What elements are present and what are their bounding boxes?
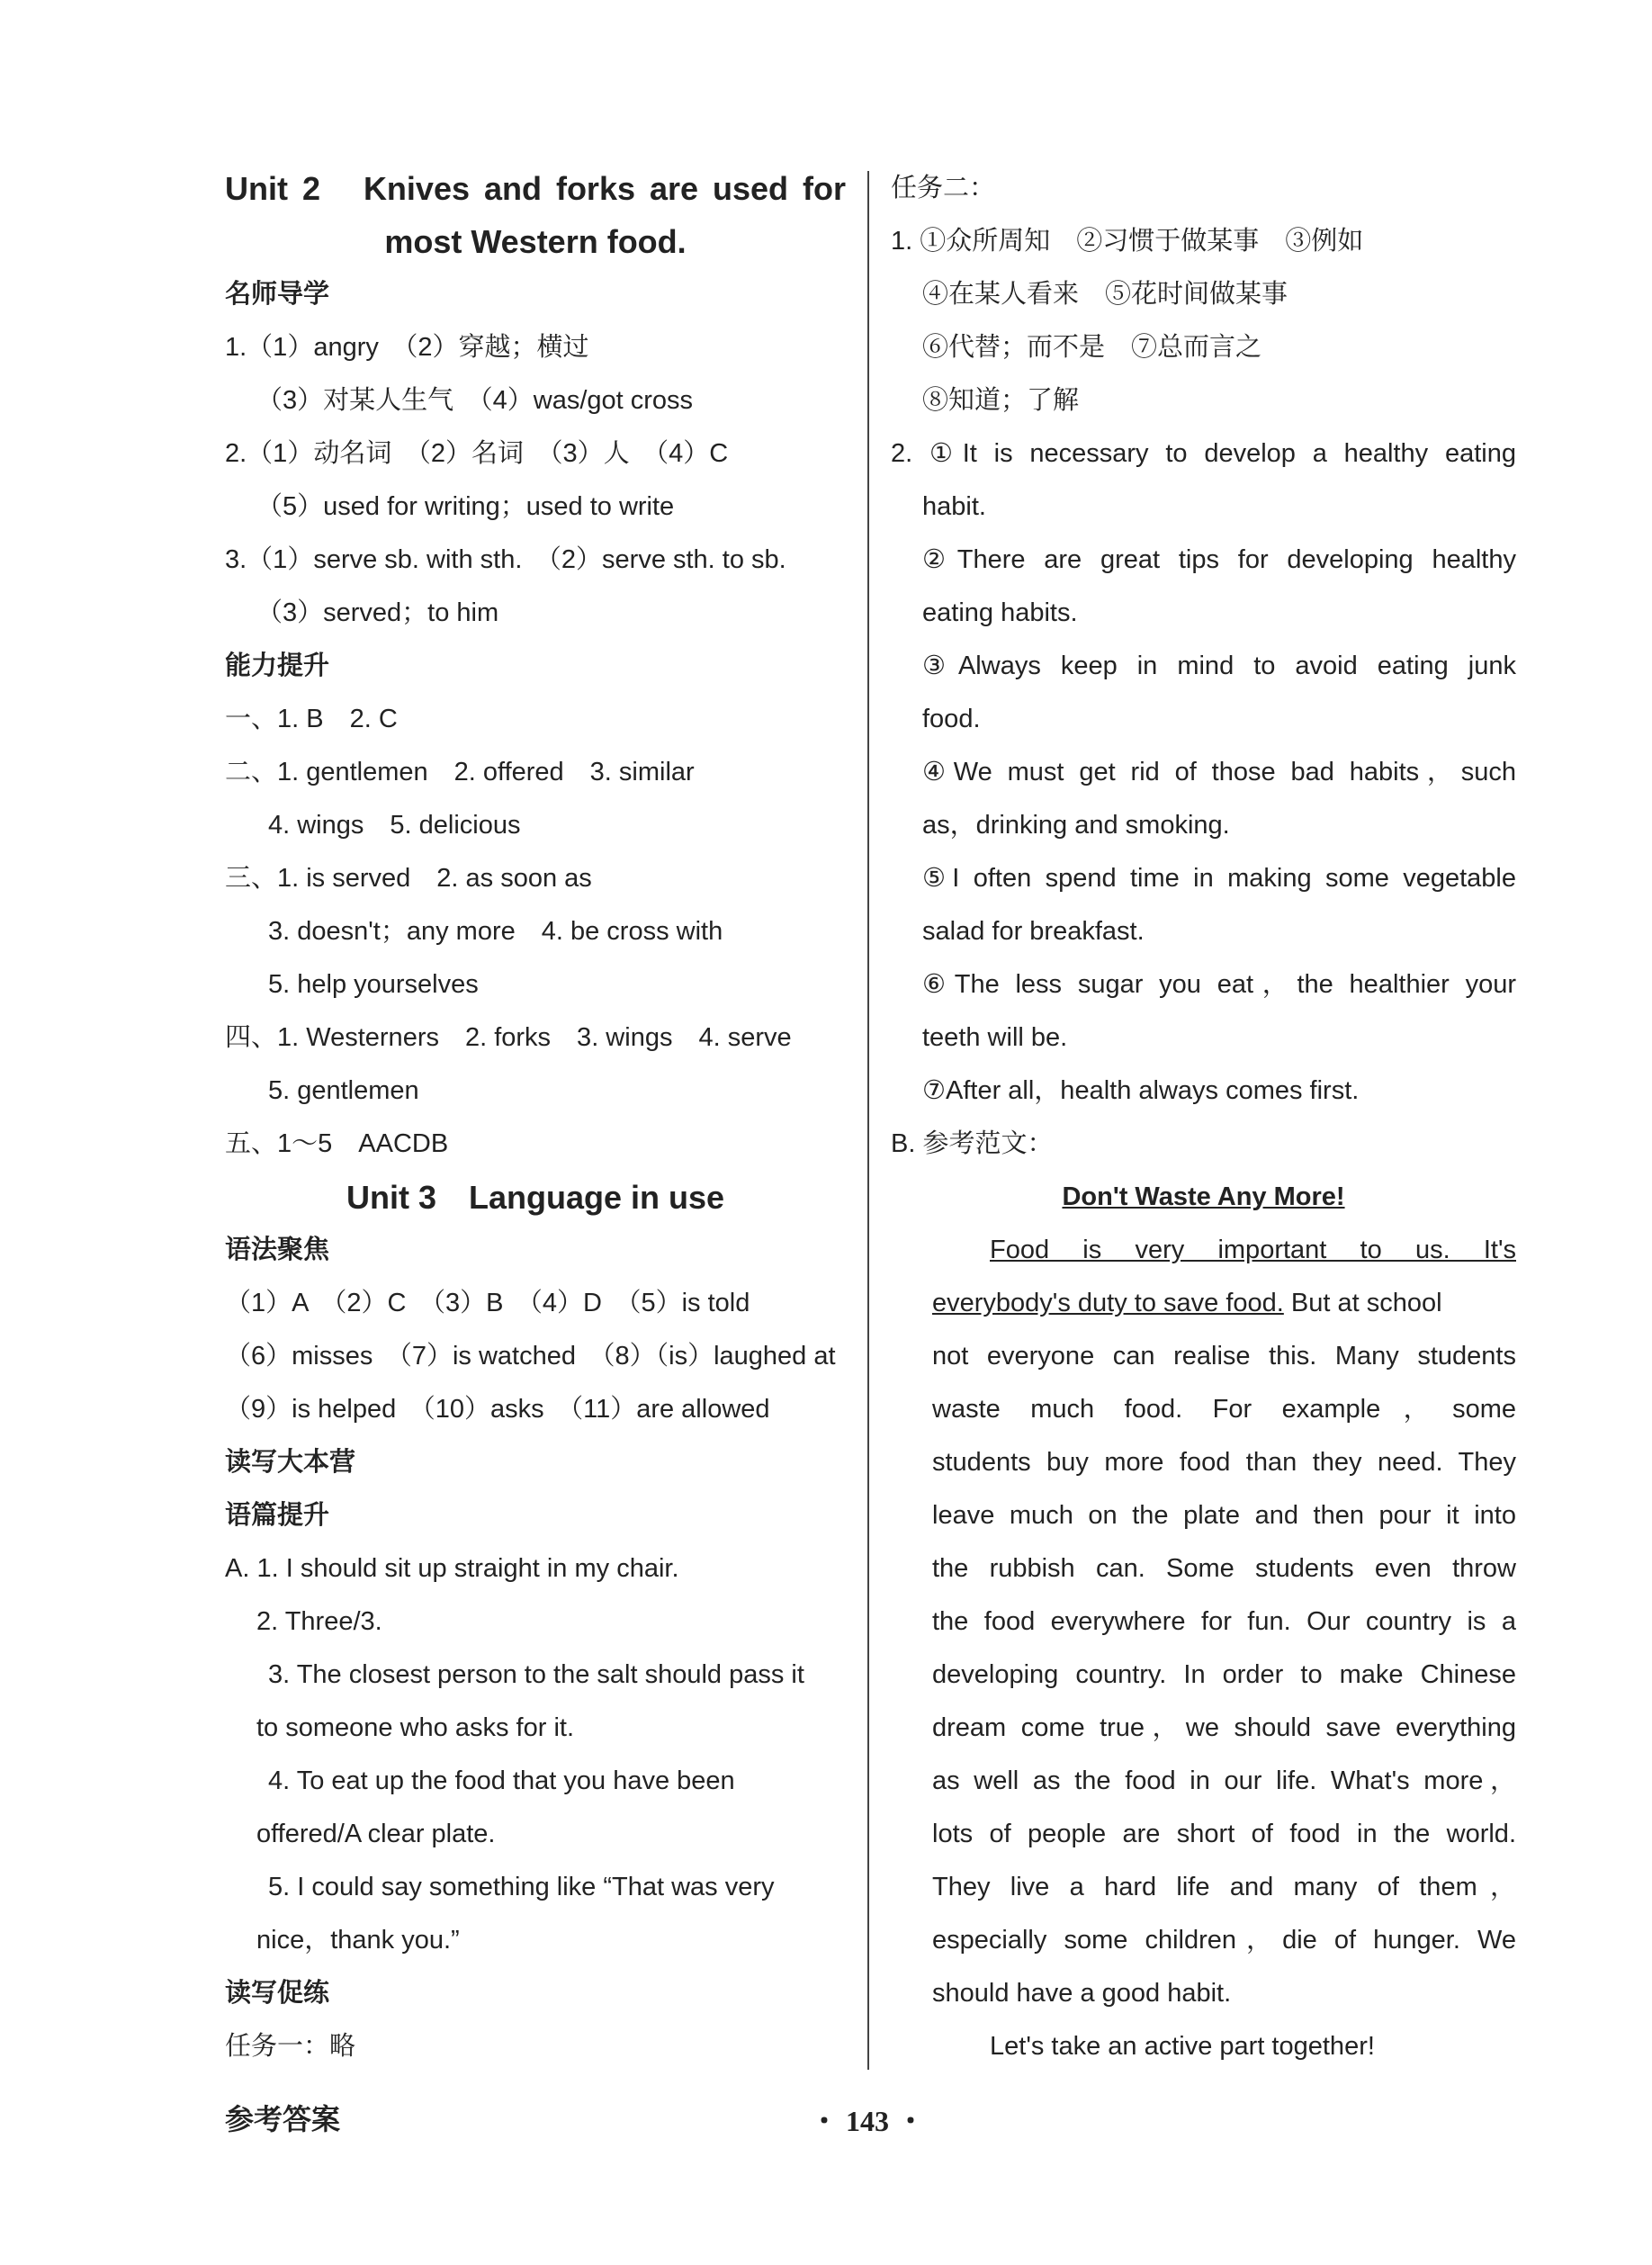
right-line-17: ⑦After all，health always comes first. [922, 1076, 1360, 1105]
left-line-28: 3. The closest person to the salt should pass it [268, 1660, 804, 1689]
right-line-9: ③Always keep in mind to avoid eating junk [922, 652, 1516, 680]
left-line-3: 1.（1）angry （2）穿越；横过 [225, 333, 589, 362]
right-line-36: Let's take an active part together! [990, 2032, 1375, 2061]
right-line-20: Food is very important to us. It's [990, 1236, 1516, 1264]
right-line-25: students buy more food than they need. They [932, 1448, 1516, 1477]
left-line-6: （5）used for writing；used to write [256, 492, 675, 521]
right-line-31: as well as the food in our life. What's more， [932, 1766, 1516, 1795]
left-line-1: most Western food. [384, 223, 687, 260]
left-line-10: 一、1. B 2. C [225, 705, 398, 733]
right-line-15: ⑥The less sugar you eat，the healthier your [922, 970, 1516, 999]
right-line-27: the rubbish can. Some students even throw [932, 1554, 1516, 1583]
right-line-29: developing country. In order to make Chinese [932, 1660, 1516, 1689]
right-line-2: ④在某人看来 ⑤花时间做某事 [922, 280, 1288, 309]
left-line-19: Unit 3 Language in use [346, 1179, 725, 1216]
left-line-26: A. 1. I should sit up straight in my chair. [225, 1554, 679, 1583]
right-line-4: ⑧知道；了解 [922, 386, 1080, 415]
right-line-10: food. [922, 705, 981, 733]
right-line-3: ⑥代替；而不是 ⑦总而言之 [922, 333, 1262, 362]
right-line-35: should have a good habit. [932, 1979, 1232, 2008]
right-line-12: as，drinking and smoking. [922, 811, 1230, 840]
left-line-8: （3）served；to him [256, 598, 499, 627]
left-line-27: 2. Three/3. [256, 1607, 382, 1636]
right-line-26: leave much on the plate and then pour it into [932, 1501, 1516, 1530]
right-line-7: ②There are great tips for developing healthy [922, 545, 1516, 574]
left-line-0: Unit 2 Knives and forks are used for [225, 170, 846, 207]
left-line-31: offered/A clear plate. [256, 1820, 496, 1848]
left-line-12: 4. wings 5. delicious [268, 811, 521, 840]
column-divider [867, 171, 869, 2070]
right-line-23: not everyone can realise this. Many students [932, 1342, 1516, 1371]
left-line-20: 语法聚焦 [225, 1236, 330, 1264]
left-line-7: 3.（1）serve sb. with sth. （2）serve sth. to sb. [225, 545, 786, 574]
right-line-6: habit. [922, 492, 986, 521]
right-line-14: salad for breakfast. [922, 917, 1145, 946]
right-line-1: 1. ①众所周知 ②习惯于做某事 ③例如 [891, 227, 1364, 256]
left-line-16: 四、1. Westerners 2. forks 3. wings 4. serve [225, 1023, 792, 1052]
right-line-8: eating habits. [922, 598, 1078, 627]
left-line-13: 三、1. is served 2. as soon as [225, 864, 592, 893]
left-line-25: 语篇提升 [225, 1501, 330, 1530]
left-line-18: 五、1～5 AACDB [225, 1129, 449, 1158]
right-line-22: But at school [1283, 1289, 1442, 1317]
right-line-13: ⑤I often spend time in making some vegetable [922, 864, 1516, 893]
left-line-11: 二、1. gentlemen 2. offered 3. similar [225, 758, 695, 786]
left-line-17: 5. gentlemen [268, 1076, 419, 1105]
right-line-32: lots of people are short of food in the world. [932, 1820, 1516, 1848]
right-line-34: especially some children，die of hunger. We [932, 1926, 1516, 1955]
left-line-24: 读写大本营 [225, 1448, 356, 1477]
page-number: ・ 143 ・ [810, 2105, 926, 2137]
left-line-35: 任务一：略 [225, 2032, 356, 2061]
right-line-21-22 [891, 1277, 1516, 1330]
left-line-29: to someone who asks for it. [256, 1713, 574, 1742]
left-line-34: 读写促练 [225, 1979, 330, 2008]
left-line-23: （9）is helped （10）asks （11）are allowed [225, 1395, 770, 1424]
left-line-32: 5. I could say something like “That was very [268, 1873, 775, 1901]
left-line-15: 5. help yourselves [268, 970, 479, 999]
left-line-4: （3）对某人生气 （4）was/got cross [256, 386, 694, 415]
right-line-5: 2. ①It is necessary to develop a healthy eating [891, 439, 1516, 468]
right-line-19: Don't Waste Any More! [1062, 1182, 1345, 1211]
left-column [225, 162, 846, 2073]
left-line-9: 能力提升 [225, 652, 330, 680]
right-line-11: ④We must get rid of those bad habits，such [922, 758, 1516, 786]
left-line-30: 4. To eat up the food that you have been [268, 1766, 735, 1795]
right-column [891, 162, 1516, 2073]
right-line-0: 任务二： [891, 174, 996, 202]
right-line-16: teeth will be. [922, 1023, 1068, 1052]
left-line-14: 3. doesn't；any more 4. be cross with [268, 917, 723, 946]
left-line-2: 名师导学 [225, 280, 330, 309]
left-line-21: （1）A （2）C （3）B （4）D （5）is told [225, 1289, 750, 1317]
right-line-30: dream come true，we should save everything [932, 1713, 1516, 1742]
right-line-21: everybody's duty to save food. [932, 1289, 1284, 1317]
right-line-24: waste much food. For example，some [932, 1395, 1516, 1424]
left-line-33: nice，thank you.” [256, 1926, 460, 1955]
right-line-18: B. 参考范文： [891, 1129, 1054, 1158]
right-line-28: the food everywhere for fun. Our country is a [932, 1607, 1516, 1636]
left-line-22: （6）misses （7）is watched （8）（is）laughed at [225, 1342, 836, 1371]
footer-label: 参考答案 [225, 2103, 341, 2135]
left-line-5: 2.（1）动名词 （2）名词 （3）人 （4）C [225, 439, 729, 468]
right-line-33: They live a hard life and many of them， [932, 1873, 1516, 1901]
